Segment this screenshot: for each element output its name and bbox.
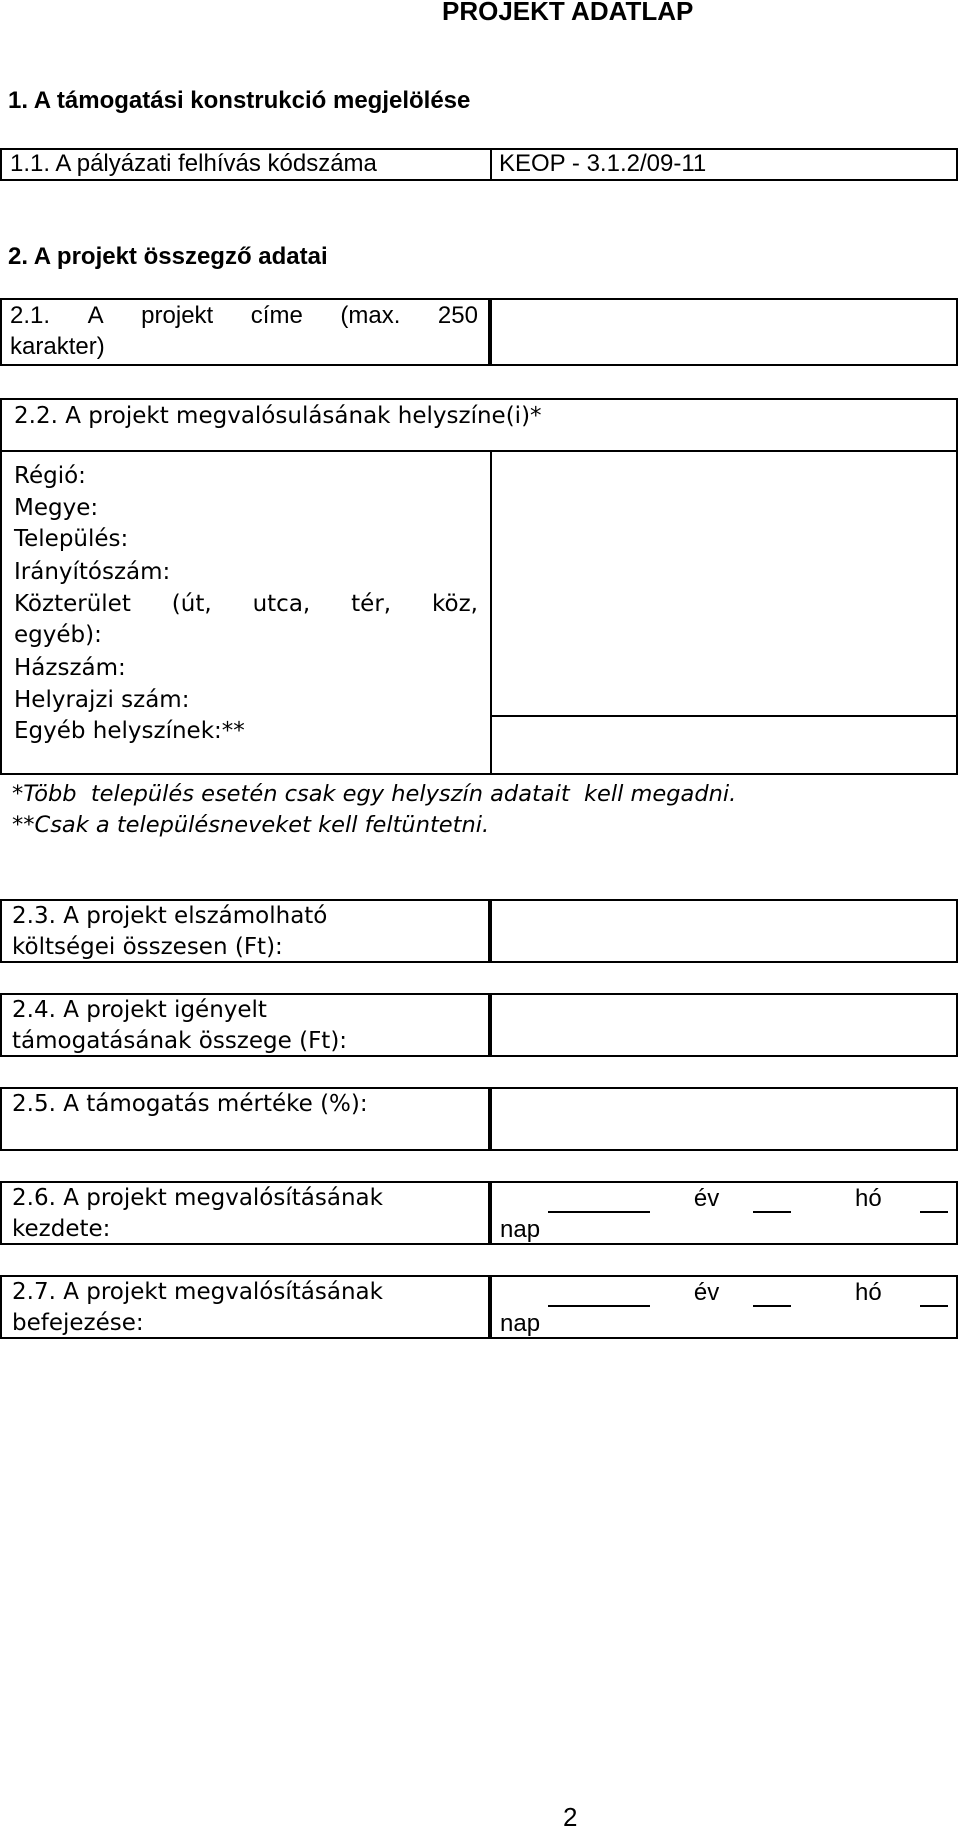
eligible-costs-input[interactable]: [490, 899, 958, 963]
end-date-label-line2: befejezése:: [12, 1310, 144, 1336]
project-title-label-line2: karakter): [10, 333, 105, 360]
postcode-label: Irányítószám:: [14, 559, 171, 585]
start-day-blank[interactable]: [920, 1189, 948, 1213]
start-date-line1: [500, 1185, 948, 1213]
section-1-heading: 1. A támogatási konstrukció megjelölése: [8, 87, 471, 114]
street-label-line2: egyéb):: [14, 622, 102, 648]
house-number-label: Házszám:: [14, 655, 126, 681]
other-sites-input[interactable]: [492, 717, 956, 773]
end-day-blank[interactable]: [920, 1283, 948, 1307]
street-label-line1: Közterület (út, utca, tér, köz,: [14, 591, 478, 617]
footnote-2: **Csak a településneveket kell feltüntetni.: [12, 812, 490, 838]
end-year-blank[interactable]: [548, 1283, 650, 1307]
section-2-heading: 2. A projekt összegző adatai: [8, 243, 328, 270]
code-value: KEOP - 3.1.2/09-11: [499, 150, 707, 177]
end-month-blank[interactable]: [753, 1283, 791, 1307]
county-label: Megye:: [14, 495, 99, 521]
code-label: 1.1. A pályázati felhívás kódszáma: [10, 150, 377, 177]
end-date-label-line1: 2.7. A projekt megvalósításának: [12, 1279, 383, 1305]
settlement-label: Település:: [14, 526, 129, 552]
location-input[interactable]: [492, 452, 956, 715]
project-title-label-line1: 2.1. A projekt címe (max. 250: [10, 302, 478, 329]
project-title-input[interactable]: [490, 298, 958, 366]
requested-support-label-line1: 2.4. A projekt igényelt: [12, 997, 267, 1023]
requested-support-input[interactable]: [490, 993, 958, 1057]
end-month-label: hó: [854, 1279, 882, 1306]
start-month-blank[interactable]: [753, 1189, 791, 1213]
support-rate-label: 2.5. A támogatás mértéke (%):: [12, 1091, 368, 1117]
location-heading: 2.2. A projekt megvalósulásának helyszíne(i)*: [14, 403, 542, 429]
start-year-label: év: [693, 1185, 720, 1212]
footnote-1: *Több település esetén csak egy helyszín adatait kell megadni.: [12, 781, 737, 807]
end-date-line1: [500, 1279, 948, 1307]
page-number: 2: [563, 1802, 578, 1832]
support-rate-input[interactable]: [490, 1087, 958, 1151]
page-title: PROJEKT ADATLAP: [442, 0, 694, 26]
start-year-blank[interactable]: [548, 1189, 650, 1213]
end-day-label: nap: [500, 1310, 541, 1337]
start-month-label: hó: [854, 1185, 882, 1212]
start-date-label-line1: 2.6. A projekt megvalósításának: [12, 1185, 383, 1211]
other-sites-label: Egyéb helyszínek:**: [14, 718, 245, 744]
eligible-costs-label-line2: költségei összesen (Ft):: [12, 934, 283, 960]
requested-support-label-line2: támogatásának összege (Ft):: [12, 1028, 348, 1054]
code-table-divider: [490, 148, 492, 181]
end-year-label: év: [693, 1279, 720, 1306]
parcel-number-label: Helyrajzi szám:: [14, 687, 190, 713]
region-label: Régió:: [14, 463, 86, 489]
start-date-label-line2: kezdete:: [12, 1216, 111, 1242]
eligible-costs-label-line1: 2.3. A projekt elszámolható: [12, 903, 328, 929]
start-day-label: nap: [500, 1216, 541, 1243]
